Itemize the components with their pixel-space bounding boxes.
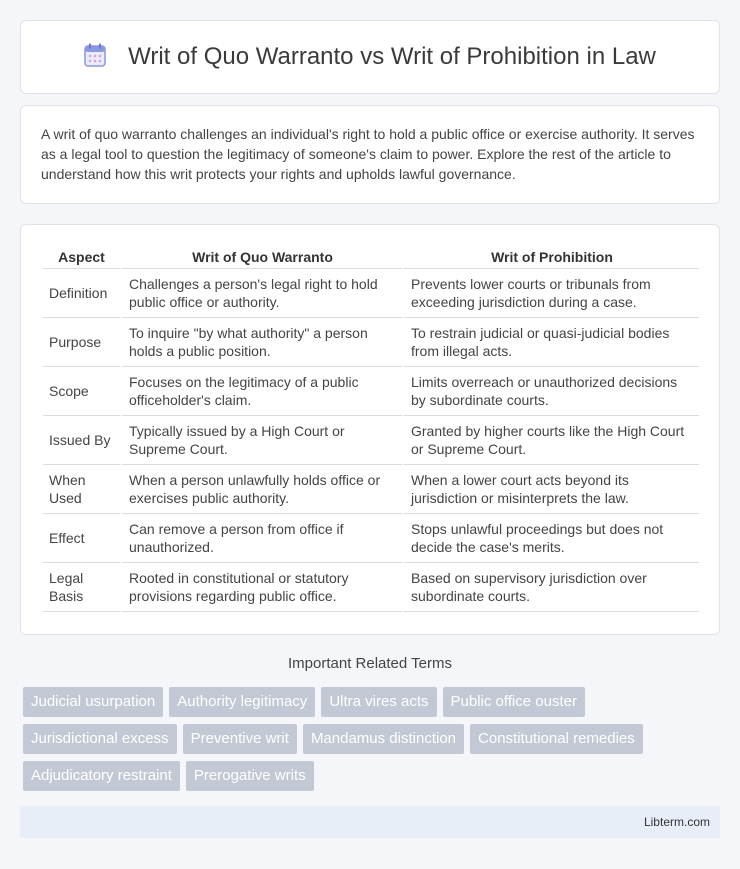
footer-site-link[interactable]: Libterm.com (643, 815, 710, 829)
table-row (43, 269, 699, 318)
table-row (43, 416, 699, 465)
table-header-row (43, 246, 699, 269)
calendar-icon (84, 43, 106, 72)
table-cell-aspect: When Used (43, 465, 120, 514)
table-cell-prohibition: Based on supervisory jurisdiction over subordinate courts. (402, 563, 699, 612)
related-term-tag[interactable]: Preventive writ (183, 724, 297, 754)
related-term-tag[interactable]: Mandamus distinction (303, 724, 464, 754)
table-cell-quo-warranto: Typically issued by a High Court or Supreme Court. (120, 416, 402, 465)
table-cell-aspect: Legal Basis (43, 563, 120, 612)
table-cell-prohibition: Prevents lower courts or tribunals from exceeding jurisdiction during a case. (402, 269, 699, 318)
table-cell-aspect: Purpose (43, 318, 120, 367)
header-card (20, 20, 720, 94)
table-cell-aspect: Issued By (43, 416, 120, 465)
related-term-tag[interactable]: Adjudicatory restraint (23, 761, 180, 791)
table-cell-quo-warranto: Can remove a person from office if unauthorized. (120, 514, 402, 563)
table-cell-quo-warranto: Rooted in constitutional or statutory provisions regarding public office. (120, 563, 402, 612)
related-term-tag[interactable]: Public office ouster (443, 687, 585, 717)
table-cell-quo-warranto: When a person unlawfully holds office or exercises public authority. (120, 465, 402, 514)
related-term-tag[interactable]: Ultra vires acts (321, 687, 436, 717)
intro-card (20, 105, 720, 204)
table-cell-aspect: Definition (43, 269, 120, 318)
table-row (43, 514, 699, 563)
table-row (43, 367, 699, 416)
related-terms-heading: Important Related Terms (288, 655, 452, 672)
column-header: Writ of Quo Warranto (120, 246, 402, 269)
comparison-table (43, 246, 699, 612)
table-cell-aspect: Effect (43, 514, 120, 563)
column-header: Writ of Prohibition (402, 246, 699, 269)
column-header: Aspect (43, 246, 120, 269)
table-row (43, 563, 699, 612)
comparison-table-card (20, 224, 720, 635)
related-term-tag[interactable]: Judicial usurpation (23, 687, 163, 717)
footer (20, 806, 720, 838)
related-term-tag[interactable]: Authority legitimacy (169, 687, 315, 717)
related-terms-list (23, 687, 723, 798)
related-term-tag[interactable]: Jurisdictional excess (23, 724, 177, 754)
table-cell-quo-warranto: Focuses on the legitimacy of a public officeholder's claim. (120, 367, 402, 416)
table-cell-quo-warranto: To inquire "by what authority" a person holds a public position. (120, 318, 402, 367)
table-cell-prohibition: To restrain judicial or quasi-judicial bodies from illegal acts. (402, 318, 699, 367)
table-cell-prohibition: Granted by higher courts like the High Court or Supreme Court. (402, 416, 699, 465)
table-cell-quo-warranto: Challenges a person's legal right to hold public office or authority. (120, 269, 402, 318)
intro-paragraph: A writ of quo warranto challenges an individual's right to hold a public office or exercise authority. It serves as a legal tool to question the legitimacy of someone's claim to power. Explore the rest of the article to understand how this writ protects your rights and upholds lawful governance. (41, 126, 695, 182)
table-cell-aspect: Scope (43, 367, 120, 416)
table-row (43, 318, 699, 367)
table-cell-prohibition: Stops unlawful proceedings but does not decide the case's merits. (402, 514, 699, 563)
table-cell-prohibition: When a lower court acts beyond its jurisdiction or misinterprets the law. (402, 465, 699, 514)
table-row (43, 465, 699, 514)
related-term-tag[interactable]: Prerogative writs (186, 761, 314, 791)
table-cell-prohibition: Limits overreach or unauthorized decisions by subordinate courts. (402, 367, 699, 416)
related-term-tag[interactable]: Constitutional remedies (470, 724, 643, 754)
page-title: Writ of Quo Warranto vs Writ of Prohibition in Law (128, 43, 656, 70)
